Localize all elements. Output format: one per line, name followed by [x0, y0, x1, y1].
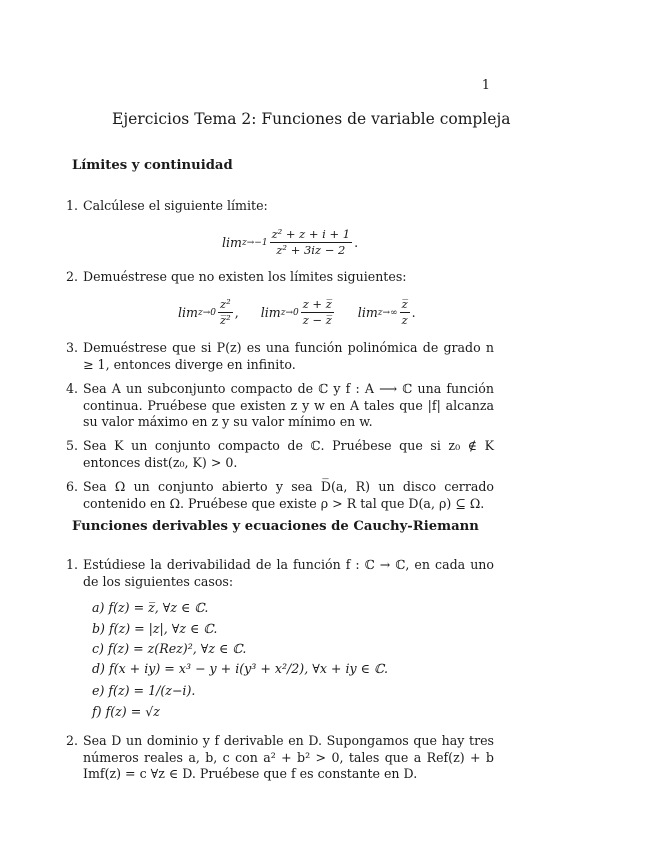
exercise-number: 4. [66, 381, 79, 396]
formula-end: , [234, 305, 239, 320]
formula-end: . [354, 235, 359, 250]
page-number: 1 [481, 78, 490, 93]
denominator: z [401, 313, 408, 327]
case-b [92, 621, 217, 636]
exercise-1-1 [66, 198, 494, 215]
case-c [92, 641, 246, 656]
lim-label: lim [178, 305, 198, 320]
section-heading-limits: Límites y continuidad [72, 158, 233, 173]
case-label: b) [92, 621, 105, 636]
exercise-number: 1. [66, 557, 79, 572]
exercise-1-6 [66, 479, 494, 512]
case-text: f(x + iy) = x³ − y + i(y³ + x²/2), ∀x + iy ∈ ℂ. [109, 661, 388, 676]
exercise-1-4 [66, 381, 494, 431]
limit-formulas-2 [178, 298, 416, 327]
case-text: f(z) = √z [105, 704, 160, 719]
limit-formula-1 [222, 228, 358, 257]
numerator: z² + z + i + 1 [271, 227, 351, 241]
exercise-text: Sea K un conjunto compacto de ℂ. Pruébese que si z₀ ∉ K entonces dist(z₀, K) > 0. [83, 438, 494, 470]
page-title: Ejercicios Tema 2: Funciones de variable compleja [112, 110, 511, 128]
numerator: z̅ [401, 297, 408, 311]
exercise-number: 3. [66, 340, 79, 355]
case-text: f(z) = z(Rez)², ∀z ∈ ℂ. [107, 641, 247, 656]
exercise-number: 1. [66, 198, 79, 213]
exercise-number: 6. [66, 479, 79, 494]
exercise-text: Demuéstrese que si P(z) es una función polinómica de grado n ≥ 1, entonces diverge en infinito. [83, 340, 494, 372]
fraction [400, 298, 410, 327]
fraction [301, 298, 334, 327]
denominator: z² + 3iz − 2 [276, 243, 346, 257]
denominator: z − z̅ [302, 313, 332, 327]
lim-subscript: z→∞ [377, 307, 398, 318]
exercise-1-3 [66, 340, 494, 373]
exercise-2-2 [66, 733, 494, 783]
exercise-text: Sea A un subconjunto compacto de ℂ y f : A ⟶ ℂ una función continua. Pruébese que existen z y w en A tales que |f| alcanza su valor máximo en z y su valor mínimo en w. [83, 381, 494, 429]
exercise-text: Sea D un dominio y f derivable en D. Supongamos que hay tres números reales a, b, c con a² + b² > 0, tales que a Ref(z) + b Imf(z) = c ∀z ∈ D. Pruébese que f es constante en D. [83, 733, 494, 781]
exercise-text: Sea Ω un conjunto abierto y sea D̅(a, R) un disco cerrado contenido en Ω. Pruébese que existe ρ > R tal que D(a, ρ) ⊆ Ω. [83, 479, 494, 511]
formula-end: . [411, 305, 416, 320]
denominator: z̅² [220, 313, 231, 327]
case-f [92, 704, 160, 719]
case-a [92, 600, 208, 615]
lim-label: lim [357, 305, 378, 320]
case-e [92, 683, 195, 698]
case-d [92, 661, 388, 676]
case-text: f(z) = 1/(z−i). [108, 683, 196, 698]
case-text: f(z) = |z|, ∀z ∈ ℂ. [109, 621, 218, 636]
lim-label: lim [222, 235, 242, 250]
exercise-text: Calcúlese el siguiente límite: [83, 198, 268, 213]
exercise-number: 2. [66, 269, 79, 284]
numerator: z + z̅ [302, 297, 332, 311]
exercise-1-2 [66, 269, 494, 286]
exercise-number: 2. [66, 733, 79, 748]
fraction [218, 298, 233, 327]
exercise-text: Demuéstrese que no existen los límites siguientes: [83, 269, 407, 284]
exercise-text: Estúdiese la derivabilidad de la función f : ℂ → ℂ, en cada uno de los siguientes casos: [83, 557, 494, 589]
exercise-2-1 [66, 557, 494, 590]
case-label: a) [92, 600, 105, 615]
case-label: e) [92, 683, 105, 698]
case-text: f(z) = z̅, ∀z ∈ ℂ. [108, 600, 209, 615]
lim-subscript: z→0 [198, 307, 217, 318]
section-heading-cauchy-riemann: Funciones derivables y ecuaciones de Cauchy-Riemann [72, 519, 479, 534]
lim-subscript: z→0 [280, 307, 299, 318]
lim-label: lim [260, 305, 281, 320]
exercise-number: 5. [66, 438, 79, 453]
case-label: d) [92, 661, 105, 676]
lim-subscript: z→−1 [242, 237, 268, 248]
exercise-1-5 [66, 438, 494, 471]
numerator: z² [220, 297, 231, 311]
case-label: c) [92, 641, 104, 656]
case-label: f) [92, 704, 102, 719]
fraction [270, 228, 353, 257]
